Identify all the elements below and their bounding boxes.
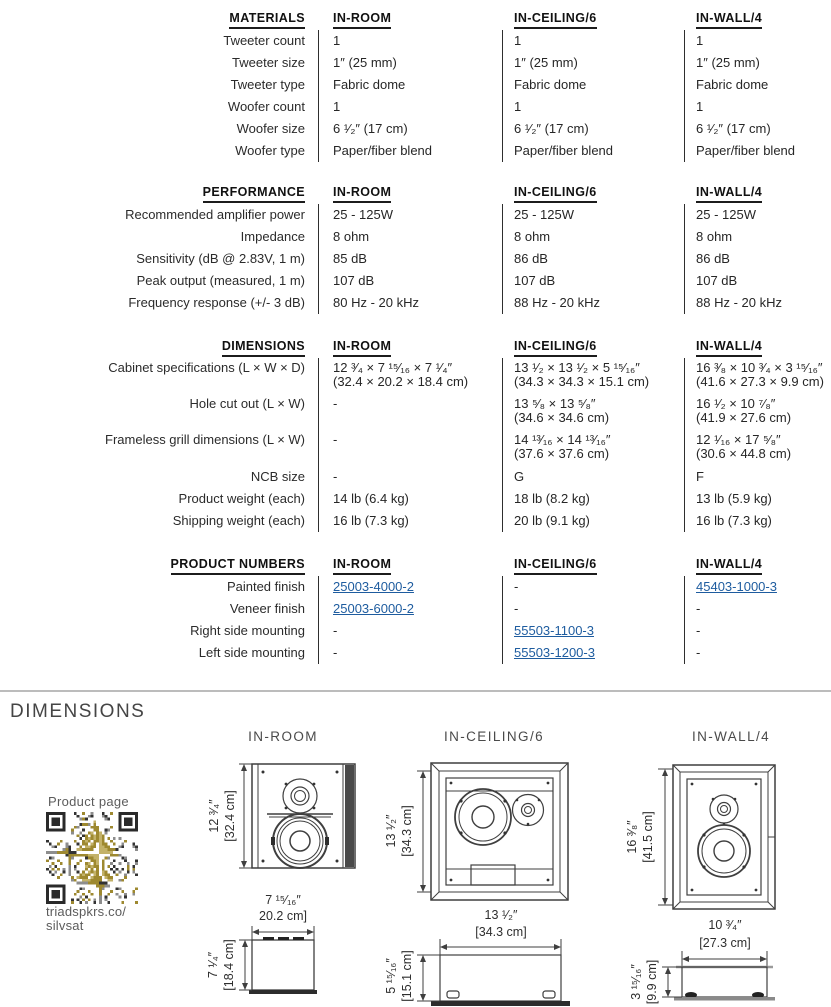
row-label: Frameless grill dimensions (L × W) xyxy=(105,432,305,447)
spec-value-line: - xyxy=(333,623,338,638)
table-title xyxy=(0,556,305,575)
spec-value-line: 85 dB xyxy=(333,251,367,266)
spec-value xyxy=(696,488,831,510)
spec-value xyxy=(696,358,831,389)
in-room-width-dimension xyxy=(252,893,314,944)
spec-value-line: Paper/fiber blend xyxy=(514,143,614,158)
spec-value-line xyxy=(696,576,831,598)
column-header-text: IN-WALL/4 xyxy=(696,557,762,575)
spec-value xyxy=(333,30,495,52)
spec-value-line xyxy=(514,642,676,664)
spec-value xyxy=(333,248,495,270)
row-label: Tweeter type xyxy=(230,77,305,92)
column-header-in-ceiling-6 xyxy=(514,338,676,357)
row-label: Painted finish xyxy=(226,579,305,594)
spec-value xyxy=(696,430,831,461)
spec-value-line: 20 lb (9.1 kg) xyxy=(514,513,590,528)
spec-value xyxy=(333,52,495,74)
svg-text:[32.4 cm]: [32.4 cm] xyxy=(223,790,237,842)
spec-value xyxy=(696,226,831,248)
spec-value xyxy=(514,204,676,226)
svg-text:3 ¹⁵⁄₁₆″: 3 ¹⁵⁄₁₆″ xyxy=(629,964,643,1000)
spec-value xyxy=(696,642,831,664)
performance-table xyxy=(0,184,831,314)
spec-value xyxy=(333,204,495,226)
column-header-in-room xyxy=(333,10,495,29)
spec-value xyxy=(333,510,495,532)
spec-value-line: (37.6 × 37.6 cm) xyxy=(514,446,610,461)
spec-value-line: 14 ¹³⁄₁₆ × 14 ¹³⁄₁₆″ xyxy=(514,432,611,447)
spec-value-line xyxy=(514,620,676,642)
spec-value-line: 86 dB xyxy=(514,251,548,266)
spec-value xyxy=(696,466,831,488)
in-ceiling-height-dimension xyxy=(384,771,431,892)
table-title xyxy=(0,338,305,357)
row-label: Woofer count xyxy=(227,99,305,114)
spec-value-line: 16 lb (7.3 kg) xyxy=(696,513,772,528)
column-separator xyxy=(684,358,685,532)
spec-value xyxy=(514,620,676,642)
column-header-in-room xyxy=(333,556,495,575)
column-separator xyxy=(684,30,685,162)
column-header-in-ceiling-6 xyxy=(514,556,676,575)
spec-value-line: - xyxy=(514,579,519,594)
spec-row xyxy=(0,394,831,430)
spec-value-line: 107 dB xyxy=(514,273,556,288)
spec-value-line: 1 xyxy=(696,33,704,48)
column-header-text: IN-WALL/4 xyxy=(696,11,762,29)
spec-value-line xyxy=(333,576,495,598)
spec-value-line: 1 xyxy=(514,33,522,48)
spec-value-line: 25 - 125W xyxy=(696,207,756,222)
table-header-row xyxy=(0,10,831,30)
row-label: Woofer size xyxy=(236,121,305,136)
row-label: NCB size xyxy=(250,469,305,484)
in-wall-height-dimension xyxy=(625,769,673,905)
spec-value xyxy=(514,270,676,292)
row-label: Frequency response (+/- 3 dB) xyxy=(128,295,305,310)
row-label: Veneer finish xyxy=(229,601,305,616)
spec-value xyxy=(514,510,676,532)
spec-value xyxy=(514,576,676,598)
row-label: Peak output (measured, 1 m) xyxy=(136,273,305,288)
spec-value xyxy=(696,620,831,642)
spec-value-line: 1 xyxy=(696,99,704,114)
row-label: Sensitivity (dB @ 2.83V, 1 m) xyxy=(136,251,305,266)
spec-value xyxy=(696,510,831,532)
in-room-height-dimension xyxy=(207,764,252,868)
spec-value-line: 8 ohm xyxy=(514,229,551,244)
qr-url-line1: triadspkrs.co/ xyxy=(46,904,127,919)
in-room-cabinet-side xyxy=(249,937,317,994)
svg-text:[27.3 cm]: [27.3 cm] xyxy=(699,936,751,950)
materials-table xyxy=(0,10,831,162)
qr-url-line2: silvsat xyxy=(46,918,84,933)
spec-value-line: 1 xyxy=(514,99,522,114)
spec-value-line: - xyxy=(696,645,701,660)
spec-value xyxy=(333,576,495,598)
spec-value-line: Paper/fiber blend xyxy=(696,143,796,158)
column-header-in-ceiling-6 xyxy=(514,184,676,203)
drawing-title-in-wall: IN-WALL/4 xyxy=(691,729,771,744)
spec-value-line: - xyxy=(696,601,701,616)
spec-value-line: 6 ¹⁄₂″ (17 cm) xyxy=(333,121,408,136)
in-ceiling-cabinet-side xyxy=(431,955,570,1006)
spec-value-line: 18 lb (8.2 kg) xyxy=(514,491,590,506)
spec-value-line: 16 ¹⁄₂ × 10 ⁷⁄₈″ xyxy=(696,396,776,411)
spec-value-line: 107 dB xyxy=(333,273,375,288)
column-header-in-wall-4 xyxy=(696,338,831,357)
spec-value xyxy=(696,118,831,140)
column-header-in-wall-4 xyxy=(696,184,831,203)
svg-text:5 ¹⁵⁄₁₆″: 5 ¹⁵⁄₁₆″ xyxy=(384,958,398,994)
spec-value xyxy=(333,358,495,389)
spec-value-line xyxy=(333,598,495,620)
spec-value-line: Fabric dome xyxy=(696,77,769,92)
spec-value-line: - xyxy=(514,601,519,616)
product-number-link[interactable]: 25003-6000-2 xyxy=(333,601,414,616)
column-header-in-room xyxy=(333,338,495,357)
spec-value-line: 13 lb (5.9 kg) xyxy=(696,491,772,506)
spec-value xyxy=(514,140,676,162)
spec-value-line: 16 lb (7.3 kg) xyxy=(333,513,409,528)
drawing-title-in-room: IN-ROOM xyxy=(248,729,318,744)
spec-value-line: Fabric dome xyxy=(514,77,587,92)
row-label: Recommended amplifier power xyxy=(125,207,305,222)
in-ceiling-front-speaker xyxy=(431,763,568,900)
in-room-front-speaker xyxy=(252,764,355,868)
in-ceiling-front-drawing xyxy=(383,753,608,911)
column-header-text: IN-ROOM xyxy=(333,185,391,203)
spec-value xyxy=(696,140,831,162)
spec-value-line: 80 Hz - 20 kHz xyxy=(333,295,419,310)
spec-value-line: 25 - 125W xyxy=(333,207,393,222)
column-separator xyxy=(502,204,503,314)
in-wall-bottom-drawing xyxy=(618,913,813,1007)
spec-value-line: 8 ohm xyxy=(333,229,370,244)
spec-value xyxy=(514,598,676,620)
spec-value-line: F xyxy=(696,469,704,484)
table-header-row xyxy=(0,556,831,576)
spec-value-line: (34.6 × 34.6 cm) xyxy=(514,410,610,425)
spec-value xyxy=(514,488,676,510)
spec-value xyxy=(514,466,676,488)
spec-value xyxy=(514,118,676,140)
spec-value-line: 13 ¹⁄₂ × 13 ¹⁄₂ × 5 ¹⁵⁄₁₆″ xyxy=(514,360,640,375)
spec-value-line: 1 xyxy=(333,33,341,48)
column-header-text: IN-WALL/4 xyxy=(696,185,762,203)
svg-text:[15.1 cm]: [15.1 cm] xyxy=(400,950,414,1002)
column-separator xyxy=(502,30,503,162)
spec-value-line: 12 ³⁄₄ × 7 ¹⁵⁄₁₆ × 7 ¹⁄₄″ xyxy=(333,360,453,375)
spec-value-line: 107 dB xyxy=(696,273,738,288)
svg-text:12 ³⁄₄″: 12 ³⁄₄″ xyxy=(207,799,221,833)
svg-text:7 ¹⁄₄″: 7 ¹⁄₄″ xyxy=(206,951,220,979)
svg-text:16 ³⁄₈″: 16 ³⁄₈″ xyxy=(625,820,639,854)
table-title-text: DIMENSIONS xyxy=(222,339,305,357)
row-label: Left side mounting xyxy=(198,645,305,660)
in-ceiling-bottom-drawing xyxy=(383,903,608,1007)
spec-value-line: 25 - 125W xyxy=(514,207,574,222)
in-room-front-drawing xyxy=(203,756,363,878)
row-label: Impedance xyxy=(240,229,305,244)
column-separator xyxy=(318,204,319,314)
column-separator xyxy=(684,204,685,314)
table-header-row xyxy=(0,338,831,358)
spec-value-line: 1″ (25 mm) xyxy=(514,55,578,70)
table-title xyxy=(0,184,305,203)
row-label: Tweeter count xyxy=(223,33,305,48)
spec-value xyxy=(333,642,495,664)
dimensions-section-title: DIMENSIONS xyxy=(10,701,146,722)
spec-value xyxy=(333,96,495,118)
spec-value xyxy=(514,30,676,52)
spec-row xyxy=(0,74,831,96)
spec-row xyxy=(0,292,831,314)
spec-row xyxy=(0,598,831,620)
spec-value-line: (41.9 × 27.6 cm) xyxy=(696,410,792,425)
spec-value xyxy=(696,598,831,620)
spec-row xyxy=(0,620,831,642)
spec-value-line: 16 ³⁄₈ × 10 ³⁄₄ × 3 ¹⁵⁄₁₆″ xyxy=(696,360,823,375)
column-separator xyxy=(502,358,503,532)
column-separator xyxy=(318,576,319,664)
qr-caption: Product page xyxy=(48,794,129,809)
spec-row xyxy=(0,466,831,488)
spec-value-line: (30.6 × 44.8 cm) xyxy=(696,446,792,461)
svg-text:[9.9 cm]: [9.9 cm] xyxy=(645,959,659,1005)
svg-text:[34.3 cm]: [34.3 cm] xyxy=(400,805,414,857)
spec-row xyxy=(0,488,831,510)
svg-text:13 ¹⁄₂″: 13 ¹⁄₂″ xyxy=(484,908,518,922)
product-numbers-table xyxy=(0,556,831,664)
spec-value-line: 13 ⁵⁄₈ × 13 ⁵⁄₈″ xyxy=(514,396,596,411)
qr-url xyxy=(46,905,126,933)
spec-value-line: 88 Hz - 20 kHz xyxy=(514,295,600,310)
row-label: Hole cut out (L × W) xyxy=(189,396,305,411)
column-separator xyxy=(318,358,319,532)
spec-row xyxy=(0,576,831,598)
spec-value xyxy=(514,642,676,664)
section-divider xyxy=(0,690,831,692)
spec-value-line: Fabric dome xyxy=(333,77,406,92)
row-label: Right side mounting xyxy=(190,623,305,638)
column-header-text: IN-ROOM xyxy=(333,339,391,357)
spec-value-line: - xyxy=(333,645,338,660)
column-header-in-wall-4 xyxy=(696,10,831,29)
spec-value-line: 6 ¹⁄₂″ (17 cm) xyxy=(696,121,771,136)
spec-value xyxy=(333,140,495,162)
spec-value xyxy=(333,620,495,642)
svg-text:[34.3 cm]: [34.3 cm] xyxy=(475,925,527,939)
spec-value xyxy=(333,394,495,411)
spec-row xyxy=(0,270,831,292)
table-title xyxy=(0,10,305,29)
spec-value-line: 86 dB xyxy=(696,251,730,266)
spec-value xyxy=(514,292,676,314)
svg-text:20.2 cm]: 20.2 cm] xyxy=(259,909,307,923)
spec-value-line: - xyxy=(333,469,338,484)
svg-text:[18.4 cm]: [18.4 cm] xyxy=(222,939,236,991)
product-number-link[interactable]: 25003-4000-2 xyxy=(333,579,414,594)
column-header-text: IN-CEILING/6 xyxy=(514,557,597,575)
column-header-text: IN-ROOM xyxy=(333,11,391,29)
spec-value xyxy=(514,430,676,461)
spec-value xyxy=(333,488,495,510)
column-header-text: IN-CEILING/6 xyxy=(514,185,597,203)
spec-value xyxy=(696,394,831,425)
spec-value-line: 1″ (25 mm) xyxy=(696,55,760,70)
spec-value xyxy=(333,74,495,96)
spec-row xyxy=(0,52,831,74)
column-header-in-wall-4 xyxy=(696,556,831,575)
spec-value-line: G xyxy=(514,469,525,484)
drawing-title-in-ceiling: IN-CEILING/6 xyxy=(443,729,545,744)
spec-row xyxy=(0,140,831,162)
spec-value xyxy=(696,74,831,96)
spec-value-line: 14 lb (6.4 kg) xyxy=(333,491,409,506)
in-wall-width-dimension xyxy=(682,918,767,971)
spec-row xyxy=(0,96,831,118)
spec-row xyxy=(0,510,831,532)
column-header-text: IN-CEILING/6 xyxy=(514,339,597,357)
spec-value-line: 12 ¹⁄₁₆ × 17 ⁵⁄₈″ xyxy=(696,432,781,447)
column-separator xyxy=(318,30,319,162)
spec-row xyxy=(0,204,831,226)
in-wall-front-drawing xyxy=(618,753,813,915)
spec-value xyxy=(696,96,831,118)
spec-value-line: Paper/fiber blend xyxy=(333,143,433,158)
spec-value xyxy=(514,358,676,389)
spec-value-line: - xyxy=(333,396,338,411)
spec-value xyxy=(514,52,676,74)
spec-value xyxy=(514,394,676,425)
spec-value-line: (34.3 × 34.3 × 15.1 cm) xyxy=(514,374,650,389)
product-number-link[interactable]: 55503-1100-3 xyxy=(514,623,594,638)
spec-value-line: 6 ¹⁄₂″ (17 cm) xyxy=(514,121,589,136)
in-ceiling-depth-dimension xyxy=(384,950,440,1001)
spec-value xyxy=(333,270,495,292)
row-label: Shipping weight (each) xyxy=(172,513,305,528)
in-room-depth-dimension xyxy=(206,939,252,990)
spec-value xyxy=(333,118,495,140)
spec-value-line: 1″ (25 mm) xyxy=(333,55,397,70)
column-separator xyxy=(502,576,503,664)
spec-value xyxy=(696,292,831,314)
spec-value-line: - xyxy=(333,432,338,447)
spec-value-line: 1 xyxy=(333,99,341,114)
spec-value xyxy=(696,204,831,226)
spec-value xyxy=(696,52,831,74)
dimensions-table xyxy=(0,338,831,532)
spec-value-line: 8 ohm xyxy=(696,229,733,244)
spec-value xyxy=(696,576,831,598)
spec-value xyxy=(514,74,676,96)
spec-value xyxy=(696,270,831,292)
spec-value xyxy=(333,226,495,248)
row-label: Cabinet specifications (L × W × D) xyxy=(108,360,305,375)
spec-value xyxy=(333,430,495,447)
spec-value xyxy=(333,292,495,314)
spec-value xyxy=(696,248,831,270)
spec-value-line: (32.4 × 20.2 × 18.4 cm) xyxy=(333,374,469,389)
spec-row xyxy=(0,118,831,140)
product-number-link[interactable]: 45403-1000-3 xyxy=(696,579,777,594)
spec-value xyxy=(514,96,676,118)
svg-text:[41.5 cm]: [41.5 cm] xyxy=(641,811,655,863)
table-title-text: MATERIALS xyxy=(229,11,305,29)
spec-value-line: (41.6 × 27.3 × 9.9 cm) xyxy=(696,374,824,389)
qr-code xyxy=(46,812,138,904)
column-header-in-room xyxy=(333,184,495,203)
svg-text:10 ³⁄₄″: 10 ³⁄₄″ xyxy=(708,918,742,932)
spec-value xyxy=(333,598,495,620)
spec-row xyxy=(0,430,831,466)
row-label: Woofer type xyxy=(235,143,305,158)
spec-row xyxy=(0,30,831,52)
spec-value xyxy=(333,466,495,488)
column-header-in-ceiling-6 xyxy=(514,10,676,29)
column-separator xyxy=(684,576,685,664)
spec-value xyxy=(696,30,831,52)
table-title-text: PRODUCT NUMBERS xyxy=(171,557,305,575)
svg-text:7 ¹⁵⁄₁₆″: 7 ¹⁵⁄₁₆″ xyxy=(265,893,301,907)
table-title-text: PERFORMANCE xyxy=(203,185,305,203)
in-room-bottom-drawing xyxy=(203,888,363,1007)
spec-row xyxy=(0,248,831,270)
spec-row xyxy=(0,226,831,248)
spec-value xyxy=(514,226,676,248)
row-label: Product weight (each) xyxy=(178,491,305,506)
spec-row xyxy=(0,358,831,394)
column-header-text: IN-ROOM xyxy=(333,557,391,575)
spec-value-line: - xyxy=(696,623,701,638)
spec-value-line: 88 Hz - 20 kHz xyxy=(696,295,782,310)
row-label: Tweeter size xyxy=(232,55,305,70)
in-wall-cabinet-side xyxy=(674,967,775,1001)
column-header-text: IN-CEILING/6 xyxy=(514,11,597,29)
column-header-text: IN-WALL/4 xyxy=(696,339,762,357)
product-number-link[interactable]: 55503-1200-3 xyxy=(514,645,595,660)
svg-text:13 ¹⁄₂″: 13 ¹⁄₂″ xyxy=(384,814,398,848)
table-header-row xyxy=(0,184,831,204)
spec-row xyxy=(0,642,831,664)
in-wall-front-speaker xyxy=(673,765,775,909)
spec-value xyxy=(514,248,676,270)
